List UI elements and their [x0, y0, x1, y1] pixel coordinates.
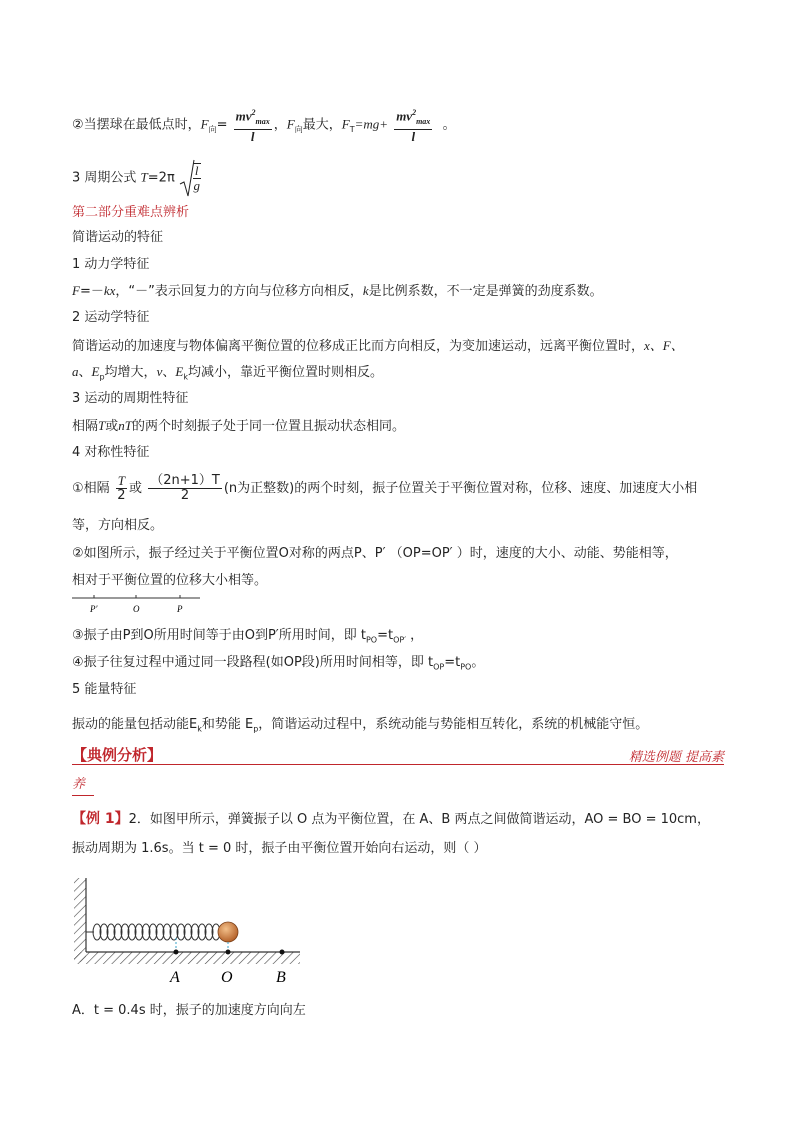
- eq: =t: [444, 655, 461, 670]
- example1-tag: 【例 1】: [72, 811, 129, 827]
- s2-title: 2 运动学特征: [72, 310, 150, 325]
- sub2: 向: [294, 125, 303, 135]
- T: T: [98, 418, 106, 433]
- a: a: [72, 364, 79, 379]
- s4-body-1-cont: 等，方向相反。: [72, 518, 164, 533]
- k: k: [362, 283, 369, 298]
- sub: 向: [208, 125, 217, 135]
- point-o: [226, 950, 231, 955]
- f: F: [72, 283, 80, 298]
- num2: mv: [396, 108, 413, 124]
- rest: ，简谐运动过程中，系统动能与势能相互转化，系统的机械能守恒。: [258, 717, 649, 732]
- mid: 最大，: [302, 117, 342, 133]
- fraction-mv2-l-2: [394, 106, 432, 144]
- fraction-2n1-t: [148, 474, 222, 503]
- pendulum-lowest-point-line: [72, 106, 456, 144]
- num2-sup: 2: [412, 108, 417, 117]
- example-section-header: [72, 744, 724, 765]
- sub2: PO: [460, 662, 472, 672]
- eq: =t: [377, 628, 394, 643]
- or: 或: [105, 419, 119, 434]
- point-b: [280, 950, 285, 955]
- text: ④振子往复过程中通过同一段路程(如OP段)所用时间相等，即 t: [72, 655, 434, 670]
- nT: nT: [118, 418, 132, 433]
- example1-line2: 振动周期为 1.6s。当 t = 0 时，振子由平衡位置开始向右运动，则（ ）: [72, 841, 487, 856]
- T: T: [140, 169, 148, 185]
- paren: (n为正整数): [223, 481, 295, 496]
- f1-num: T: [117, 473, 126, 488]
- s4-body-3: [72, 627, 423, 650]
- kx: kx: [103, 283, 116, 298]
- or: 或: [129, 481, 143, 496]
- spring-coil: [86, 924, 220, 940]
- period-formula-line: [72, 158, 203, 198]
- period-lead: 3 周期公式: [72, 170, 141, 186]
- den: l: [250, 128, 255, 144]
- f1-den: 2: [117, 488, 126, 503]
- ep: E: [91, 364, 100, 379]
- sep2: 、: [162, 365, 176, 380]
- v: v: [156, 364, 163, 379]
- rad-den: g: [193, 178, 200, 193]
- f2-num: （2n+1）T: [150, 473, 220, 488]
- s4-body-2-cont: 相对于平衡位置的位移大小相等。: [72, 573, 268, 588]
- floor: [74, 952, 300, 964]
- s2-vars: x、F、: [644, 338, 684, 353]
- rad-num: l: [194, 163, 199, 178]
- sep: 、: [78, 365, 92, 380]
- fraction-mv2-l: [234, 106, 272, 144]
- topic-title: 简谐运动的特征: [72, 230, 164, 245]
- rest2: 是比例系数，不一定是弹簧的劲度系数。: [368, 284, 603, 299]
- eq: =: [216, 117, 228, 133]
- axis-label: O: [133, 604, 140, 614]
- wrap-underline: [72, 795, 94, 796]
- text: 振动的能量包括动能E: [72, 717, 198, 732]
- sqrt-fraction: [193, 163, 201, 193]
- ft-symbol: F: [341, 116, 350, 132]
- s4-body-4: [72, 654, 484, 677]
- label-a: A: [170, 969, 180, 986]
- example-header-left: 【典例分析】: [72, 746, 163, 764]
- comma: ，: [273, 117, 287, 133]
- example-header-wrap: 养: [72, 777, 86, 792]
- label-b: B: [276, 969, 286, 986]
- spring-oscillator-diagram: [72, 876, 302, 988]
- end: ，: [406, 628, 424, 643]
- section2-title: 第二部分重难点辨析: [72, 205, 190, 220]
- mid: 均增大，: [104, 365, 157, 380]
- point-a: [174, 950, 179, 955]
- f-symbol: F: [200, 116, 209, 132]
- ep-sub: p: [99, 372, 105, 382]
- s5-body: [72, 716, 648, 739]
- end: 。: [471, 655, 485, 670]
- s5-title: 5 能量特征: [72, 682, 137, 697]
- num: mv: [235, 108, 252, 124]
- s4-title: 4 对称性特征: [72, 445, 150, 460]
- sub1: OP: [433, 662, 445, 672]
- rest: 的两个时刻，振子位置关于平衡位置对称，位移、速度、加速度大小相: [294, 481, 698, 496]
- example1-line1: [72, 810, 710, 829]
- s3-title: 3 运动的周期性特征: [72, 391, 189, 406]
- ft-sub: T: [349, 125, 355, 135]
- sub2: OP′: [393, 635, 407, 645]
- ek-sub: k: [183, 372, 188, 382]
- label-o: O: [221, 969, 233, 986]
- p: p: [253, 724, 259, 734]
- den2: l: [411, 128, 416, 144]
- fraction-t-2: [116, 474, 127, 503]
- k: k: [197, 724, 202, 734]
- s4-body-1: [72, 474, 697, 503]
- f2-den: 2: [180, 488, 190, 503]
- s4-body-2: ②如图所示，振子经过关于平衡位置O对称的两点P、P′ （OP=OP′ ）时，速度的大小、动能、势能相等，: [72, 546, 678, 561]
- f2-symbol: F: [286, 116, 295, 132]
- text: ③振子由P到O所用时间等于由O到P′所用时间，即 t: [72, 628, 366, 643]
- eq: =2π: [147, 170, 175, 186]
- ek: E: [175, 364, 184, 379]
- rest: 的两个时刻振子处于同一位置且振动状态相同。: [132, 419, 406, 434]
- num-sub: max: [255, 116, 270, 126]
- wall: [74, 878, 86, 962]
- text: ②当摆球在最低点时，: [72, 117, 201, 133]
- mid: 和势能 E: [201, 717, 254, 732]
- axis-label: P: [177, 604, 183, 614]
- sub1: PO: [365, 635, 378, 645]
- option-a: A．t = 0.4s 时，振子的加速度方向向左: [72, 1003, 306, 1018]
- lead: ①相隔: [72, 481, 110, 496]
- end: 。: [442, 117, 456, 133]
- s2-body-1: [72, 337, 684, 356]
- rest: 均减小，靠近平衡位置时则相反。: [187, 365, 383, 380]
- eq2: =mg+: [354, 116, 389, 132]
- s2-text: 简谐运动的加速度与物体偏离平衡位置的位移成正比而方向相反，为变加速运动，远离平衡位置时，: [72, 339, 645, 354]
- axis-diagram: [72, 594, 202, 616]
- eq: =－: [79, 284, 104, 299]
- s3-body: [72, 417, 405, 436]
- oscillator-ball: [218, 922, 238, 942]
- rest: ，“－”表示回复力的方向与位移方向相反，: [115, 284, 363, 299]
- example1-num: 2: [128, 812, 137, 827]
- s1-title: 1 动力学特征: [72, 257, 150, 272]
- s1-body: [72, 282, 603, 301]
- example-header-right: 精选例题 提高素: [628, 750, 724, 765]
- s2-body-2: [72, 363, 383, 387]
- axis-label: P′: [90, 604, 98, 614]
- example1-text: ．如图甲所示，弹簧振子以 O 点为平衡位置，在 A、B 两点之间做简谐运动，AO = BO = 10cm，: [136, 812, 710, 827]
- lead: 相隔: [72, 419, 99, 434]
- num-sup: 2: [251, 108, 256, 117]
- num2-sub: max: [416, 116, 431, 126]
